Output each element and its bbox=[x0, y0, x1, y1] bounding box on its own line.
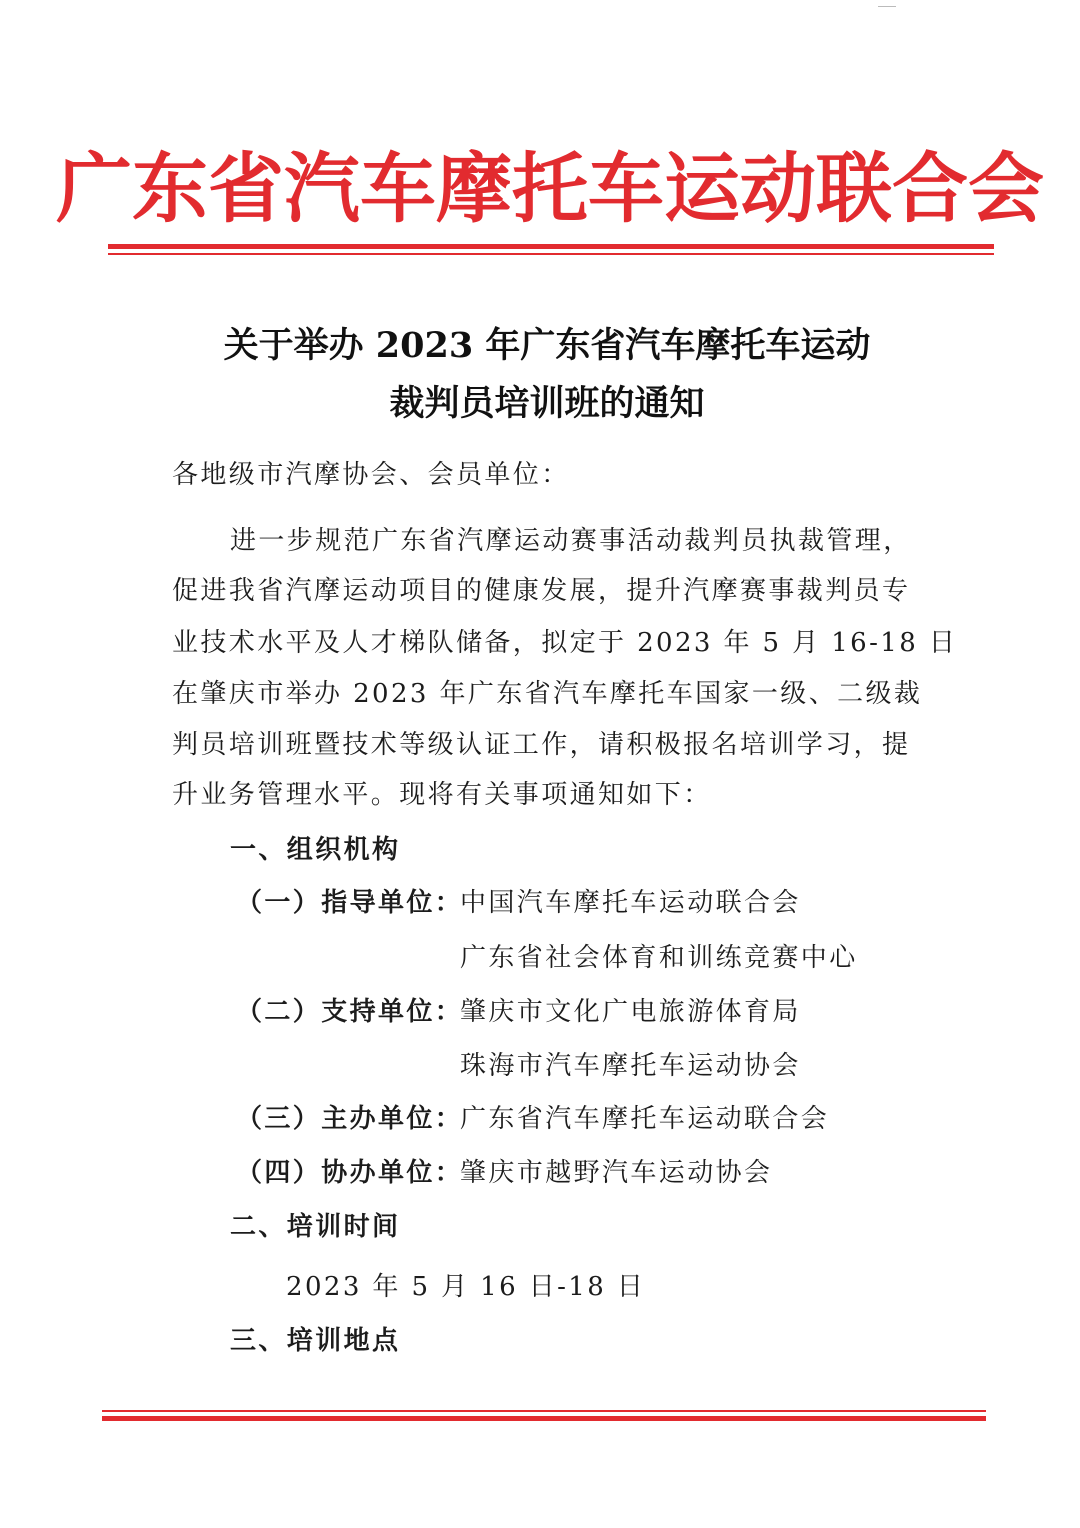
section-heading-training-time: 二、培训时间 bbox=[230, 1212, 401, 1242]
intro-line: 在肇庆市举办 2023 年广东省汽车摩托车国家一级、二级裁 bbox=[172, 679, 923, 709]
org-item-label: （三）主办单位： bbox=[236, 1104, 464, 1134]
org-item-label: （一）指导单位： bbox=[236, 888, 464, 918]
footer-rule-thin bbox=[102, 1410, 986, 1412]
org-item-label: （二）支持单位： bbox=[236, 997, 464, 1027]
intro-line: 升业务管理水平。现将有关事项通知如下： bbox=[172, 780, 712, 810]
intro-line: 促进我省汽摩运动项目的健康发展，提升汽摩赛事裁判员专 bbox=[172, 576, 911, 606]
footer-rule-thick bbox=[102, 1416, 986, 1421]
salutation: 各地级市汽摩协会、会员单位： bbox=[172, 460, 570, 490]
scan-corner-mark bbox=[878, 6, 896, 7]
training-time-value: 2023 年 5 月 16 日-18 日 bbox=[286, 1272, 646, 1302]
document-title-line-2: 裁判员培训班的通知 bbox=[389, 383, 705, 424]
intro-line: 业技术水平及人才梯队储备，拟定于 2023 年 5 月 16-18 日 bbox=[172, 628, 958, 658]
org-item-label: （四）协办单位： bbox=[236, 1158, 464, 1188]
org-letterhead-title: 广东省汽车摩托车运动联合会 bbox=[56, 144, 1044, 233]
org-item-value: 广东省社会体育和训练竞赛中心 bbox=[460, 943, 858, 973]
header-rule-thick bbox=[108, 244, 994, 249]
org-item-value: 肇庆市越野汽车运动协会 bbox=[460, 1158, 773, 1188]
org-item-value: 广东省汽车摩托车运动联合会 bbox=[460, 1104, 830, 1134]
section-heading-training-location: 三、培训地点 bbox=[230, 1326, 401, 1356]
document-title-line-1: 关于举办 2023 年广东省汽车摩托车运动 bbox=[223, 325, 871, 366]
org-item-value: 中国汽车摩托车运动联合会 bbox=[460, 888, 801, 918]
intro-line: 进一步规范广东省汽摩运动赛事活动裁判员执裁管理， bbox=[230, 526, 912, 556]
section-heading-organization: 一、组织机构 bbox=[230, 835, 401, 865]
header-rule-thin bbox=[108, 253, 994, 255]
intro-line: 判员培训班暨技术等级认证工作，请积极报名培训学习，提 bbox=[172, 730, 911, 760]
org-item-value: 珠海市汽车摩托车运动协会 bbox=[460, 1051, 801, 1081]
org-item-value: 肇庆市文化广电旅游体育局 bbox=[460, 997, 801, 1027]
